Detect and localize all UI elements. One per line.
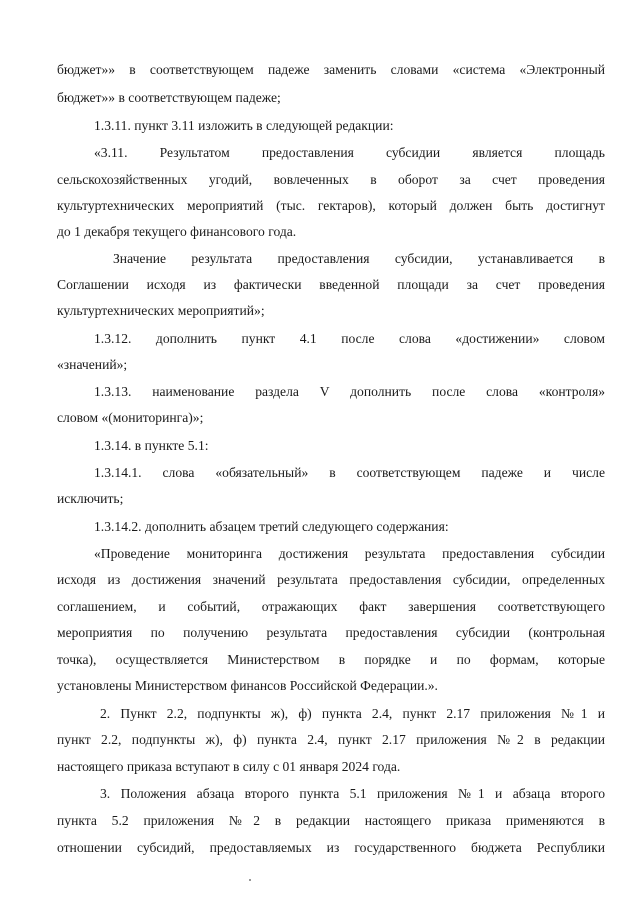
item-2: 2. Пункт 2.2, подпункты ж), ф) пункта 2.4, пункт 2.17 приложения №1 и xyxy=(100,706,605,721)
clause-1-3-11: 1.3.11. пункт 3.11 изложить в следующей редакции: xyxy=(94,118,394,133)
text-line: культуртехнических мероприятий»; xyxy=(57,303,265,318)
text-line: «3.11. Результатом предоставления субсидии является площадь xyxy=(94,145,605,160)
text-line: до 1 декабря текущего финансового года. xyxy=(57,224,297,239)
text-line: «значений»; xyxy=(57,357,128,372)
text-line: Соглашении исходя из фактически введенной площади за счет проведения xyxy=(57,277,605,292)
item-3: 3. Положения абзаца второго пункта 5.1 приложения №1 и абзаца второго xyxy=(100,786,605,801)
text-line: бюджет»» в соответствующем падеже заменить словами «система «Электронный xyxy=(57,62,605,77)
clause-1-3-14-1: 1.3.14.1. слова «обязательный» в соответствующем падеже и числе xyxy=(94,465,605,480)
scan-speck xyxy=(249,879,251,881)
text-line: мероприятия по получению результата предоставления субсидии (контрольная xyxy=(57,625,605,640)
text-line: настоящего приказа вступают в силу с 01 января 2024 года. xyxy=(57,759,401,774)
text-line: отношении субсидий, предоставляемых из государственного бюджета Республики xyxy=(57,840,605,855)
clause-1-3-12: 1.3.12. дополнить пункт 4.1 после слова «достижении» словом xyxy=(94,331,605,346)
text-line: словом «(мониторинга)»; xyxy=(57,410,204,425)
text-line: пункта 5.2 приложения №2 в редакции настоящего приказа применяются в xyxy=(57,813,605,828)
text-line: исходя из достижения значений результата предоставления субсидии, определенных xyxy=(57,572,605,587)
text-line: Значение результата предоставления субсидии, устанавливается в xyxy=(113,251,605,266)
text-line: культуртехнических мероприятий (тыс. гектаров), который должен быть достигнут xyxy=(57,198,605,213)
clause-1-3-14-2: 1.3.14.2. дополнить абзацем третий следующего содержания: xyxy=(94,519,449,534)
clause-1-3-14: 1.3.14. в пункте 5.1: xyxy=(94,438,209,453)
text-line: исключить; xyxy=(57,491,124,506)
clause-1-3-13: 1.3.13. наименование раздела V дополнить после слова «контроля» xyxy=(94,384,605,399)
text-line: сельскохозяйственных угодий, вовлеченных в оборот за счет проведения xyxy=(57,172,605,187)
text-line: установлены Министерством финансов Российской Федерации.». xyxy=(57,678,438,693)
text-line: соглашением, и событий, отражающих факт завершения соответствующего xyxy=(57,599,605,614)
text-line: точка), осуществляется Министерством в порядке и по формам, которые xyxy=(57,652,605,667)
text-line: «Проведение мониторинга достижения результата предоставления субсидии xyxy=(94,546,605,561)
text-line: пункт 2.2, подпункты ж), ф) пункта 2.4, пункт 2.17 приложения №2 в редакции xyxy=(57,732,605,747)
text-line: бюджет»» в соответствующем падеже; xyxy=(57,90,281,105)
